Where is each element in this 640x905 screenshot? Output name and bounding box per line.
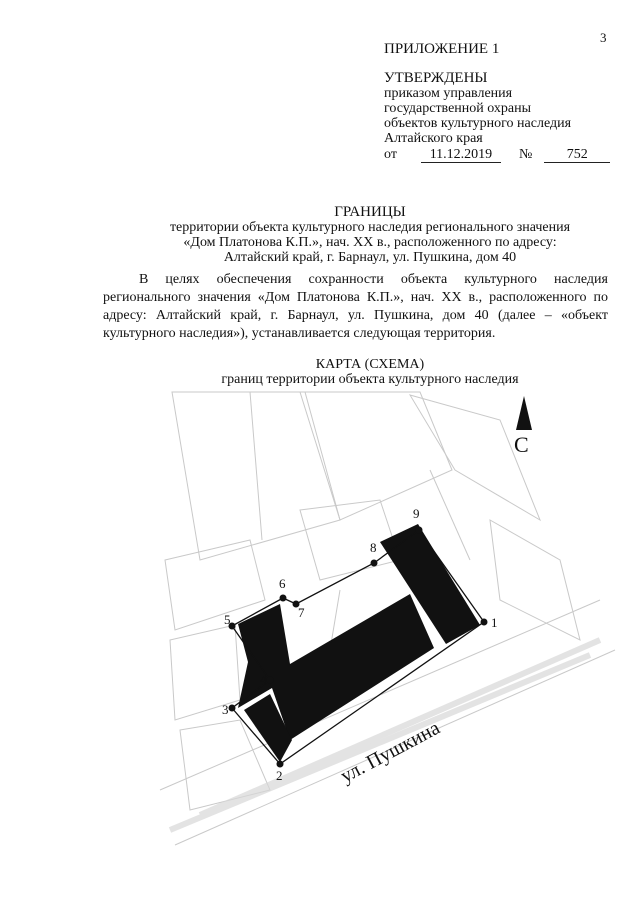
boundary-point xyxy=(280,595,287,602)
document-heading xyxy=(150,205,590,265)
point-label: 1 xyxy=(491,615,498,630)
boundary-point xyxy=(229,705,236,712)
point-label: 8 xyxy=(370,540,377,555)
boundary-point xyxy=(277,761,284,768)
boundary-point xyxy=(416,527,423,534)
order-number: 752 xyxy=(544,147,610,163)
page-number: 3 xyxy=(600,30,607,45)
approval-line: приказом управления xyxy=(384,86,513,101)
boundary-point xyxy=(481,619,488,626)
order-date: 11.12.2019 xyxy=(421,147,501,163)
point-label: 9 xyxy=(413,506,420,521)
point-label: 6 xyxy=(279,576,286,591)
approval-line: государственной охраны xyxy=(384,101,532,116)
boundary-point xyxy=(267,677,274,684)
from-label: от xyxy=(384,147,397,162)
order-line xyxy=(384,147,624,163)
heading-title: ГРАНИЦЫ xyxy=(334,204,406,220)
body-paragraph: В целях обеспечения сохранности объекта культурного наследия регионального значения «Дом Платонова К.П.», нач. XX в., расположенного по адресу: Алтайский край, г. Барнаул, ул. Пушкина, дом 40 (далее – «объект культурного наследия»), устанавливается следующая территория. xyxy=(103,272,608,341)
heading-line: Алтайский край, г. Барнаул, ул. Пушкина, дом 40 xyxy=(223,250,517,265)
point-label: 4 xyxy=(260,672,267,687)
plot-line xyxy=(430,470,470,560)
north-label: С xyxy=(514,432,529,457)
plot-outline xyxy=(172,392,340,560)
heading-line: «Дом Платонова К.П.», нач. XX в., расположенного по адресу: xyxy=(183,235,557,250)
street-label: ул. Пушкина xyxy=(337,716,444,788)
approved-title: УТВЕРЖДЕНЫ xyxy=(384,70,488,86)
approval-line: Алтайского края xyxy=(384,131,483,146)
map-svg xyxy=(150,390,630,860)
point-label: 5 xyxy=(224,612,231,627)
north-arrow-icon xyxy=(516,396,532,430)
heading-line: территории объекта культурного наследия регионального значения xyxy=(169,220,571,235)
map-heading xyxy=(120,357,620,387)
appendix-title: ПРИЛОЖЕНИЕ 1 xyxy=(384,41,500,57)
approval-block xyxy=(384,42,624,163)
plot-outline xyxy=(490,520,580,640)
point-label: 2 xyxy=(276,768,283,783)
number-label: № xyxy=(518,147,533,162)
point-label: 7 xyxy=(298,605,305,620)
map-subtitle: границ территории объекта культурного наследия xyxy=(221,372,519,387)
approval-line: объектов культурного наследия xyxy=(384,116,572,131)
map-title: КАРТА (СХЕМА) xyxy=(315,357,425,372)
territory-map xyxy=(150,390,630,860)
boundary-point xyxy=(371,560,378,567)
point-label: 3 xyxy=(222,702,229,717)
plot-line xyxy=(250,392,262,540)
